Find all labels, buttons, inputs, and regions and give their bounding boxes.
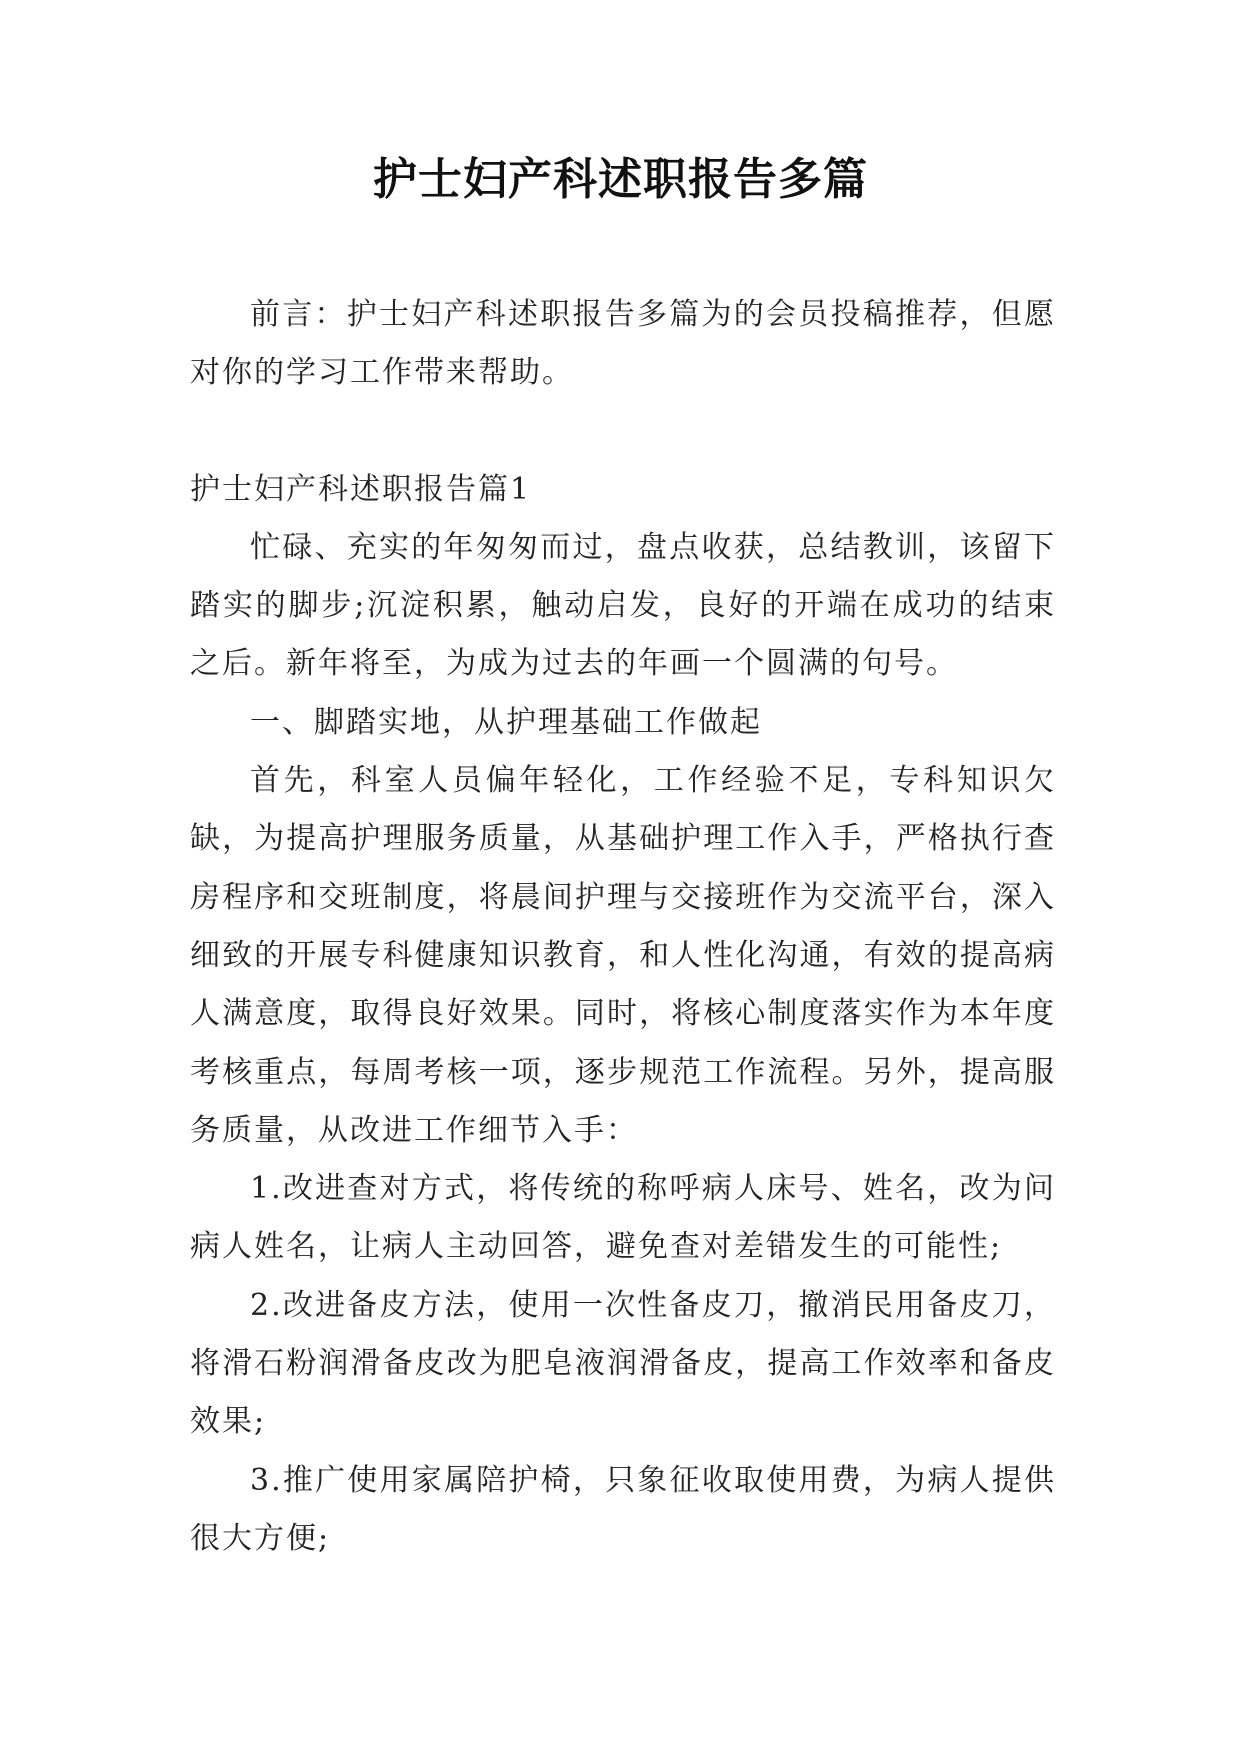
paragraph-spacer xyxy=(190,403,1056,461)
list-item: 3.推广使用家属陪护椅，只象征收取使用费，为病人提供很大方便; xyxy=(190,1462,1056,1556)
document-title: 护士妇产科述职报告多篇 xyxy=(373,154,868,205)
section-title: 护士妇产科述职报告篇1 xyxy=(190,471,532,507)
document-body xyxy=(190,286,1056,1568)
list-item: 2.改进备皮方法，使用一次性备皮刀，撤消民用备皮刀，将滑石粉润滑备皮改为肥皂液润滑备皮，提高工作效率和备皮效果; xyxy=(190,1287,1056,1440)
list-item: 1.改进查对方式，将传统的称呼病人床号、姓名，改为问病人姓名，让病人主动回答，避免查对差错发生的可能性; xyxy=(190,1171,1056,1265)
body-paragraph: 忙碌、充实的年匆匆而过，盘点收获，总结教训，该留下踏实的脚步;沉淀积累，触动启发，良好的开端在成功的结束之后。新年将至，为成为过去的年画一个圆满的句号。 xyxy=(190,529,1056,682)
body-paragraph: 首先，科室人员偏年轻化，工作经验不足，专科知识欠缺，为提高护理服务质量，从基础护理工作入手，严格执行查房程序和交班制度，将晨间护理与交接班作为交流平台，深入细致的开展专科健康知识教育，和人性化沟通，有效的提高病人满意度，取得良好效果。同时，将核心制度落实作为本年度考核重点，每周考核一项，逐步规范工作流程。另外，提高服务质量，从改进工作细节入手： xyxy=(190,763,1056,1148)
preface-paragraph: 前言：护士妇产科述职报告多篇为的会员投稿推荐，但愿对你的学习工作带来帮助。 xyxy=(190,297,1056,391)
subsection-heading: 一、脚踏实地，从护理基础工作做起 xyxy=(250,704,762,740)
